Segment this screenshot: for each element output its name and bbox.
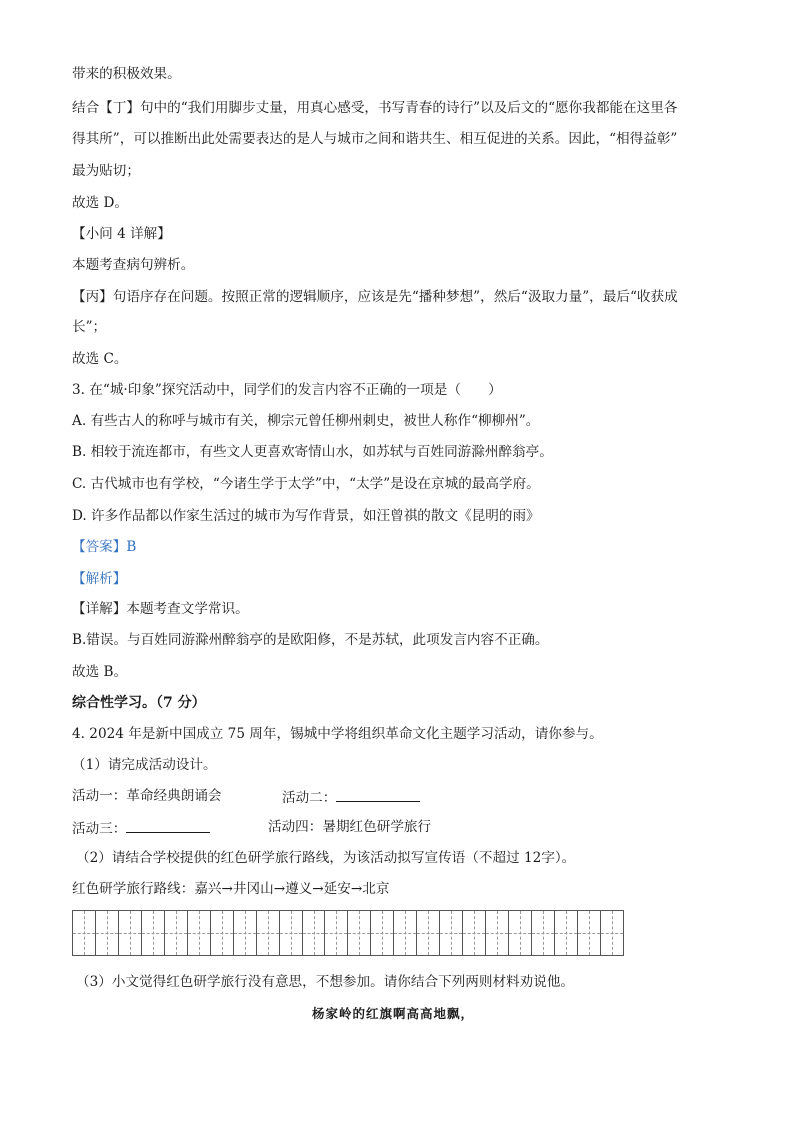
grid-cell[interactable] [303,911,326,955]
grid-cell[interactable] [96,911,119,955]
text-line: 本题考查病句辨析。 [72,257,195,273]
grid-cell[interactable] [463,911,486,955]
handwritten-material: 杨家岭的红旗啊高高地飘， [312,1006,475,1021]
text-line: B.错误。与百姓同游滁州醉翁亭的是欧阳修，不是苏轼，此项发言内容不正确。 [72,632,549,648]
activity-3 [72,818,210,838]
text-line: 带来的积极效果。 [72,66,181,82]
text-line: （3）小文觉得红色研学旅行没有意思，不想参加。请你结合下列两则材料劝说他。 [76,974,575,990]
activity-1: 活动一：革命经典朗诵会 [72,788,222,804]
grid-cell[interactable] [188,911,211,955]
answer-grid[interactable] [72,910,624,956]
text-line: 长”； [72,319,107,335]
grid-cell[interactable] [234,911,257,955]
grid-cell[interactable] [440,911,463,955]
activity-3-label: 活动三： [72,821,127,837]
grid-cell[interactable] [280,911,303,955]
option-a: A. 有些古人的称呼与城市有关，柳宗元曾任柳州刺史，被世人称作“柳柳州”。 [72,413,540,429]
grid-cell[interactable] [555,911,578,955]
text-line: 【详解】本题考查文学常识。 [72,601,249,617]
activity-4: 活动四：暑期红色研学旅行 [268,819,432,835]
grid-cell[interactable] [578,911,601,955]
grid-cell[interactable] [394,911,417,955]
text-line: （1）请完成活动设计。 [72,757,217,773]
analysis-label: 【解析】 [72,571,127,587]
grid-cell[interactable] [509,911,532,955]
text-line: 最为贴切； [72,163,140,179]
question-3: 3. 在“城·印象”探究活动中，同学们的发言内容不正确的一项是（ ） [72,382,502,398]
text-line: 故选 C。 [72,351,128,367]
text-line: 故选 B。 [72,664,128,680]
answer-label: 【答案】B [72,539,137,555]
section-heading: 【小问 4 详解】 [72,226,171,242]
grid-cell[interactable] [371,911,394,955]
grid-cell[interactable] [257,911,280,955]
grid-cell[interactable] [211,911,234,955]
grid-cell[interactable] [486,911,509,955]
route-line: 红色研学旅行路线：嘉兴→井冈山→遵义→延安→北京 [72,881,390,897]
text-line: 结合【丁】句中的“我们用脚步丈量，用真心感受，书写青春的诗行”以及后文的“愿你我都能在这里各 [72,100,678,116]
answer-blank[interactable] [336,787,420,802]
text-line: 【丙】句语序存在问题。按照正常的逻辑顺序，应该是先“播种梦想”，然后“汲取力量”，最后“收获成 [72,289,678,305]
answer-blank[interactable] [126,818,210,833]
activity-2 [282,787,420,807]
grid-cell[interactable] [325,911,348,955]
activity-2-label: 活动二： [282,790,337,806]
grid-cell[interactable] [601,911,623,955]
grid-cell[interactable] [165,911,188,955]
option-d: D. 许多作品都以作家生活过的城市为写作背景，如汪曾祺的散文《昆明的雨》 [72,508,540,524]
grid-cell[interactable] [142,911,165,955]
text-line: 得其所”，可以推断出此处需要表达的是人与城市之间和谐共生、相互促进的关系。因此，“相得益彰” [72,131,678,147]
option-b: B. 相较于流连都市，有些文人更喜欢寄情山水，如苏轼与百姓同游滁州醉翁亭。 [72,444,553,460]
grid-cell[interactable] [417,911,440,955]
text-line: 故选 D。 [72,195,129,211]
question-4: 4. 2024 年是新中国成立 75 周年，锡城中学将组织革命文化主题学习活动，请你参与。 [72,726,603,742]
grid-cell[interactable] [532,911,555,955]
grid-cell[interactable] [119,911,142,955]
option-c: C. 古代城市也有学校，“今诸生学于太学”中，“太学”是设在京城的最高学府。 [72,476,540,492]
text-line: （2）请结合学校提供的红色研学旅行路线，为该活动拟写宣传语（不超过 12字）。 [76,850,576,866]
grid-cell[interactable] [73,911,96,955]
section-title: 综合性学习。（7 分） [72,695,206,711]
grid-cell[interactable] [348,911,371,955]
